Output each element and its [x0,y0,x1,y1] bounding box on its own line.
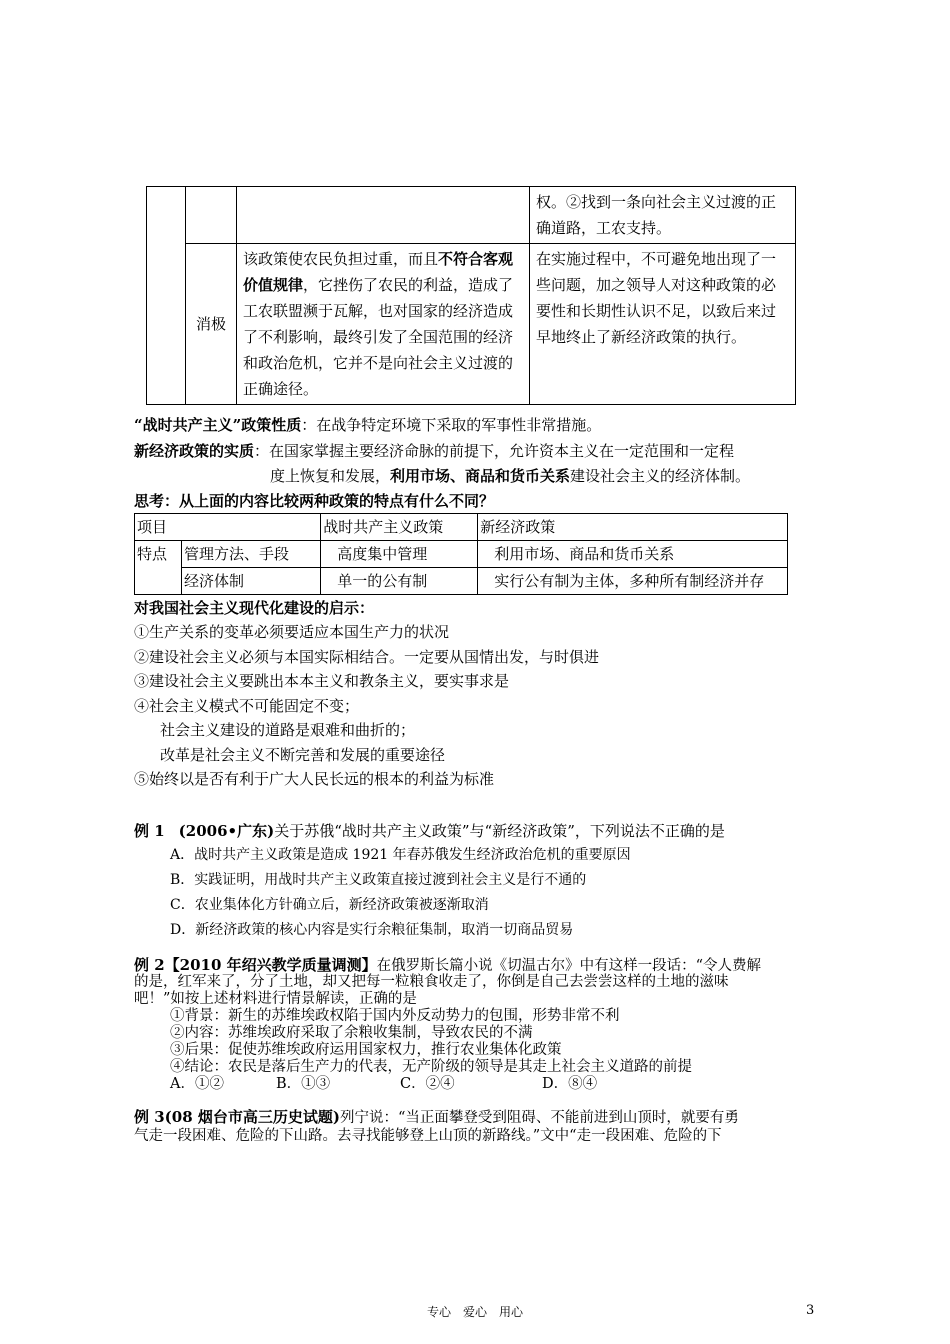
table-cell: 经济体制 [182,568,321,595]
example-1-stem: 例 1 (2006•广东)关于苏俄“战时共产主义政策”与“新经济政策”，下列说法不正确的是 [134,822,725,840]
example-2-stem: 的是，红军来了，分了土地，却又把每一粒粮食收走了，你倒是自己去尝尝这样的土地的滋味 [134,974,729,990]
policy-effects-table [146,186,796,405]
feature-label: 特点 [135,541,182,595]
example-2-stem: 例 2【2010 年绍兴教学质量调测】在俄罗斯长篇小说《切温古尔》中有这样一段话：“令人费解 [134,956,762,974]
nep-essence-line2: 度上恢复和发展，利用市场、商品和货币关系建设社会主义的经济体制。 [270,467,751,485]
table-row [135,541,788,568]
page-number: 3 [806,1303,815,1318]
option-item: B．①③ [276,1076,331,1092]
list-item: ②内容：苏维埃政府采取了余粮收集制，导致农民的不满 [170,1025,533,1041]
option-item: A．战时共产主义政策是造成 1921 年春苏俄发生经济政治危机的重要原因 [170,847,631,863]
table-cell: 利用市场、商品和货币关系 [478,541,788,568]
list-item: ④社会主义模式不可能固定不变； [134,697,360,715]
example-3-stem: 气走一段困难、危险的下山路。去寻找能够登上山顶的新路线。”文中“走一段困难、危险的下 [134,1128,722,1144]
option-item: C．②④ [400,1076,455,1092]
header-cell: 战时共产主义政策 [321,514,478,541]
table-cell [186,187,237,244]
table-row [135,514,788,541]
list-item: 社会主义建设的道路是艰难和曲折的； [160,721,416,739]
example-3-stem: 例 3(08 烟台市高三历史试题)列宁说：“当正面攀登受到阻碍、不能前进到山顶时，就要有勇 [134,1108,739,1126]
negative-effect-cell: 该政策使农民负担过重，而且不符合客观价值规律，它挫伤了农民的利益，造成了工农联盟濒于瓦解，也对国家的经济造成了不利影响，最终引发了全国范围的经济和政治危机，它并不是向社会主义过渡的正确途径。 [237,244,530,405]
option-item: B．实践证明，用战时共产主义政策直接过渡到社会主义是行不通的 [170,872,587,888]
list-item: ③后果：促使苏维埃政府运用国家权力，推行农业集体化政策 [170,1042,562,1058]
list-item: ②建设社会主义必须与本国实际相结合。一定要从国情出发，与时俱进 [134,648,600,666]
option-item: D．⑧④ [542,1076,598,1092]
think-question: 思考：从上面的内容比较两种政策的特点有什么不同？ [134,492,495,510]
option-item: A．①② [170,1076,224,1092]
option-item: D．新经济政策的核心内容是实行余粮征集制，取消一切商品贸易 [170,922,574,938]
table-row [135,568,788,595]
list-item: ③建设社会主义要跳出本本主义和教条主义，要实事求是 [134,672,510,690]
list-item: ④结论：农民是落后生产力的代表，无产阶级的领导是其走上社会主义道路的前提 [170,1059,692,1075]
header-cell: 新经济政策 [478,514,788,541]
insight-title: 对我国社会主义现代化建设的启示： [134,599,375,617]
positive-eval-text: 权。②找到一条向社会主义过渡的正确道路，工农支持。 [536,193,777,237]
table-row [147,244,796,405]
war-communism-nature: “战时共产主义”政策性质：在战争特定环境下采取的军事性非常措施。 [134,416,602,434]
table-cell [147,187,186,405]
table-cell: 单一的公有制 [321,568,478,595]
comparison-table [134,513,788,595]
table-row [147,187,796,244]
negative-label: 消极 [186,244,237,405]
table-cell [530,187,796,244]
list-item: ⑤始终以是否有利于广大人民长远的根本的利益为标准 [134,770,495,788]
list-item: ①生产关系的变革必须要适应本国生产力的状况 [134,623,450,641]
table-cell [237,187,530,244]
example-2-stem: 吧！”如按上述材料进行情景解读，正确的是 [134,991,417,1007]
page-footer: 专心 爱心 用心 [426,1305,523,1319]
nep-essence-line1: 新经济政策的实质：在国家掌握主要经济命脉的前提下，允许资本主义在一定范围和一定程 [134,442,735,460]
table-cell: 管理方法、手段 [182,541,321,568]
table-cell: 高度集中管理 [321,541,478,568]
option-item: C．农业集体化方针确立后，新经济政策被逐渐取消 [170,897,489,913]
table-cell: 实行公有制为主体，多种所有制经济并存 [478,568,788,595]
list-item: ①背景：新生的苏维埃政权陷于国内外反动势力的包围，形势非常不利 [170,1008,620,1024]
negative-eval-cell: 在实施过程中，不可避免地出现了一些问题，加之领导人对这种政策的必要性和长期性认识不足，以致后来过早地终止了新经济政策的执行。 [530,244,796,405]
header-cell: 项目 [135,514,321,541]
list-item: 改革是社会主义不断完善和发展的重要途径 [160,746,446,764]
